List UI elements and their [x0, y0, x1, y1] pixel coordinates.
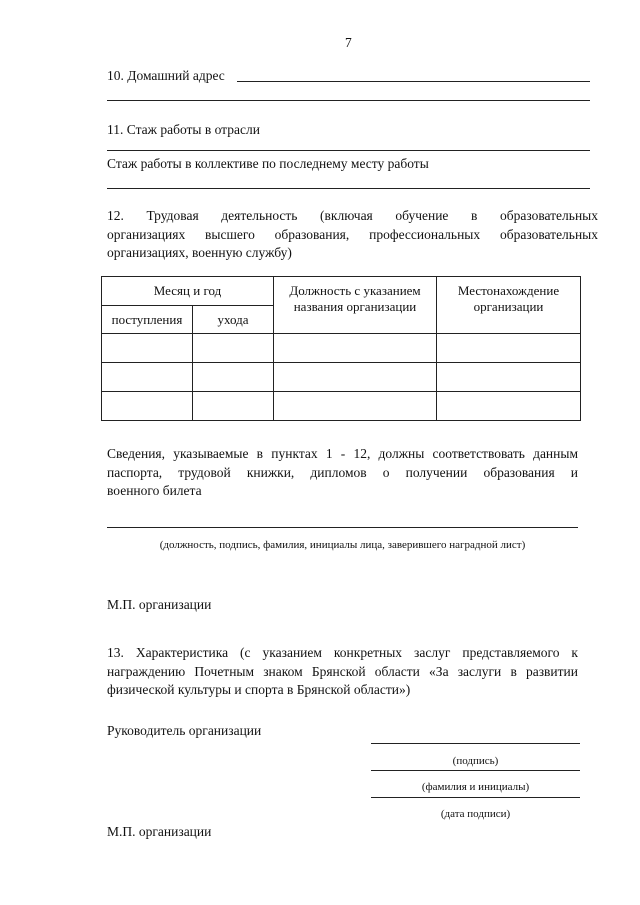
cell-position[interactable]	[274, 363, 437, 392]
collective-experience-label: Стаж работы в коллективе по последнему месту работы	[107, 156, 429, 171]
work-history-heading-line1: 12. Трудовая деятельность (включая обучение в образовательных	[107, 208, 598, 223]
industry-experience-label: 11. Стаж работы в отрасли	[107, 122, 260, 137]
note-line2: паспорта, трудовой книжки, дипломов о получении образования и	[107, 465, 578, 480]
cell-start[interactable]	[102, 392, 193, 421]
stamp-label: М.П. организации	[107, 597, 212, 612]
header-start: поступления	[102, 306, 193, 334]
cell-end[interactable]	[193, 334, 274, 363]
stamp-label-bottom: М.П. организации	[107, 824, 212, 839]
signature-caption: (подпись)	[452, 755, 499, 767]
characteristic-line1: 13. Характеристика (с указанием конкретных заслуг представляемого к	[107, 645, 578, 660]
signature-field[interactable]	[371, 743, 580, 744]
industry-experience-field[interactable]	[107, 150, 590, 151]
table-row	[102, 363, 581, 392]
table-row	[102, 334, 581, 363]
home-address-field-line2[interactable]	[107, 100, 590, 101]
characteristic-line3: физической культуры и спорта в Брянской области»)	[107, 682, 411, 697]
header-month-year: Месяц и год	[102, 277, 274, 306]
cell-position[interactable]	[274, 334, 437, 363]
cell-location[interactable]	[437, 363, 581, 392]
work-history-heading-line3: организациях, военную службу)	[107, 245, 292, 260]
header-location: Местонахождение организации	[437, 277, 581, 334]
cell-start[interactable]	[102, 334, 193, 363]
signature-date-field[interactable]	[371, 797, 580, 798]
note-line3: военного билета	[107, 483, 202, 498]
cell-end[interactable]	[193, 392, 274, 421]
certifier-field[interactable]	[107, 527, 578, 528]
cell-start[interactable]	[102, 363, 193, 392]
cell-location[interactable]	[437, 392, 581, 421]
signature-date-caption: (дата подписи)	[440, 808, 511, 820]
home-address-field[interactable]	[237, 81, 590, 82]
cell-location[interactable]	[437, 334, 581, 363]
header-end: ухода	[193, 306, 274, 334]
note-line1: Сведения, указываемые в пунктах 1 - 12, должны соответствовать данным	[107, 446, 578, 461]
table-row	[102, 392, 581, 421]
cell-end[interactable]	[193, 363, 274, 392]
certifier-caption: (должность, подпись, фамилия, инициалы лица, заверившего наградной лист)	[159, 539, 526, 551]
cell-position[interactable]	[274, 392, 437, 421]
collective-experience-field[interactable]	[107, 188, 590, 189]
characteristic-line2: награждению Почетным знаком Брянской области «За заслуги в развитии	[107, 664, 578, 679]
home-address-label: 10. Домашний адрес	[107, 68, 225, 83]
head-of-organization-label: Руководитель организации	[107, 723, 262, 738]
page-number: 7	[345, 35, 352, 50]
work-history-heading-line2: организациях высшего образования, профессиональных образовательных	[107, 227, 598, 242]
work-history-table	[101, 276, 581, 421]
name-initials-field[interactable]	[371, 770, 580, 771]
name-initials-caption: (фамилия и инициалы)	[421, 781, 530, 793]
header-position: Должность с указанием названия организации	[274, 277, 437, 334]
